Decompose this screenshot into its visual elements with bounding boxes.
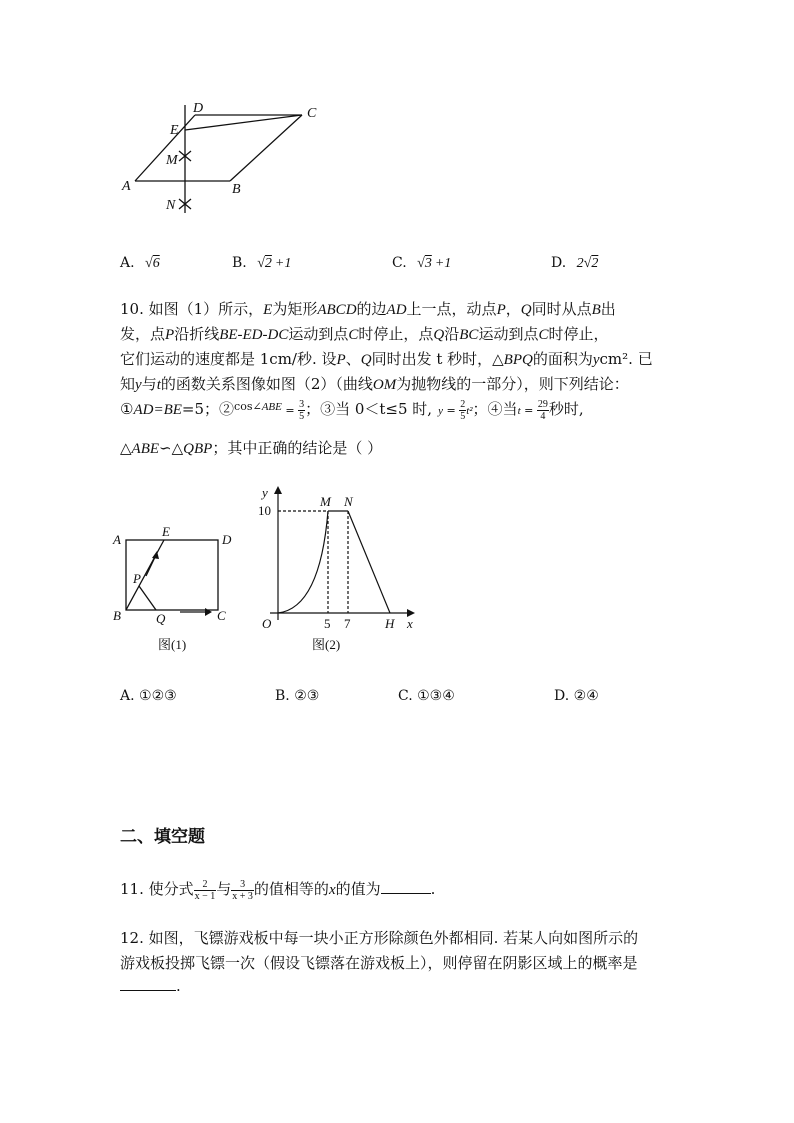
- fraction-29-4: $\frac{29}{4}$: [537, 398, 548, 422]
- option-letter: A.: [120, 255, 135, 271]
- option-suffix: +1: [434, 256, 452, 271]
- coefficient: 2: [576, 256, 584, 271]
- label-n: N: [166, 198, 176, 213]
- parallelogram-figure: [110, 95, 340, 220]
- fig2-tick-5: 5: [324, 616, 331, 631]
- label-e: E: [170, 123, 179, 138]
- label-m: M: [166, 153, 178, 168]
- option-letter: C.: [392, 255, 407, 271]
- q10-option-b[interactable]: B. ②③: [275, 688, 320, 704]
- label-b: B: [232, 182, 241, 197]
- q12-line-1: 12. 如图，飞镖游戏板中每一块小正方形除颜色外都相同. 若某人向如图所示的: [120, 929, 639, 947]
- edge-bc: [230, 115, 302, 181]
- fraction-3-5: $\frac{3}{5}$: [299, 398, 305, 422]
- option-letter: D.: [551, 255, 567, 271]
- q12-line-2: 游戏板投掷飞镖一次（假设飞镖落在游戏板上），则停留在阴影区域上的概率是: [120, 954, 638, 972]
- figure-1-rectangle: [110, 522, 240, 657]
- q9-options: [120, 255, 680, 279]
- edge-ad: [135, 115, 195, 181]
- q10-option-c[interactable]: C. ①③④: [398, 688, 455, 704]
- radicand: 2: [591, 256, 599, 271]
- fig2-label-h: H: [385, 616, 395, 631]
- answer-blank[interactable]: [120, 976, 176, 991]
- label-c: C: [307, 106, 317, 121]
- fig1-label-a: A: [113, 532, 121, 547]
- fig2-tick-7: 7: [344, 616, 351, 631]
- fig1-label-d: D: [222, 532, 232, 547]
- q10-line-6: △ABE∽△QBP；其中正确的结论是（ ）: [120, 439, 383, 457]
- q10-line-1: 10. 如图（1）所示，E为矩形ABCD的边AD上一点，动点P，Q同时从点B出: [120, 300, 616, 318]
- q10-line-4: 知y与t的函数关系图像如图（2）（曲线OM为抛物线的一部分），则下列结论：: [120, 375, 629, 393]
- fig2-label-m: M: [320, 494, 331, 509]
- fig2-tick-10: 10: [258, 503, 271, 518]
- fig1-label-q: Q: [156, 611, 166, 626]
- radicand: 3: [424, 256, 432, 271]
- q10-line-3: 它们运动的速度都是 1cm/秒. 设P、Q同时出发 t 秒时，△BPQ的面积为ycm². 已: [120, 350, 653, 368]
- segment-nh: [348, 511, 390, 613]
- arrow-q-head: [205, 608, 212, 616]
- q12-line-3: .: [120, 976, 181, 995]
- label-d: D: [193, 101, 204, 116]
- fraction-2-x-1: $\frac{2}{x - 1}$: [194, 878, 216, 902]
- fig2-label-n: N: [344, 494, 353, 509]
- q10-line-2: 发，点P沿折线BE-ED-DC运动到点C时停止，点Q沿BC运动到点C时停止，: [120, 325, 609, 343]
- fig2-label-y: y: [262, 485, 268, 500]
- radicand: 6: [152, 256, 160, 271]
- q10-option-d[interactable]: D. ②④: [554, 688, 599, 704]
- q9-option-a[interactable]: A. √6: [120, 255, 160, 271]
- answer-blank[interactable]: [381, 879, 431, 894]
- fig1-label-c: C: [217, 608, 226, 623]
- fig2-label-o: O: [262, 616, 272, 631]
- option-suffix: +1: [274, 256, 292, 271]
- curve-om: [278, 511, 328, 613]
- q9-option-c[interactable]: C. √3 +1: [392, 255, 452, 271]
- segment-ec: [185, 115, 302, 130]
- fig2-label-x: x: [407, 616, 413, 631]
- segment-be: [126, 540, 164, 610]
- q9-option-d[interactable]: D. 2√2: [551, 255, 599, 271]
- fig1-label-b: B: [113, 608, 121, 623]
- q10-line-5: ①AD=BE=5；②$^{cos\angle ABE}$ = $\frac{3}{5}$ ；③当 0＜t≤5 时, y = $\frac{2}{5}$ t²；④当t = $\frac{29}{4}$ 秒时,: [120, 398, 584, 422]
- fig1-caption: 图(1): [158, 637, 187, 652]
- fig1-label-e: E: [162, 524, 170, 539]
- segment-pq: [139, 586, 156, 610]
- fraction-3-x+3: $\frac{3}{x + 3}$: [232, 878, 253, 902]
- fig1-label-p: P: [133, 571, 141, 586]
- fraction-2-5: $\frac{2}{5}$: [460, 398, 466, 422]
- radicand: 2: [264, 256, 272, 271]
- option-letter: B.: [232, 255, 247, 271]
- q9-option-b[interactable]: B. √2 +1: [232, 255, 292, 271]
- q11-line: 11. 使分式 $\frac{2}{x - 1}$ 与 $\frac{3}{x + 3}$ 的值相等的x的值为 .: [120, 878, 436, 902]
- fig2-caption: 图(2): [312, 637, 341, 652]
- figure-2-graph: [250, 480, 430, 660]
- label-a: A: [122, 179, 131, 194]
- q10-options: [120, 688, 680, 710]
- section-title: 二、填空题: [120, 827, 205, 847]
- y-axis-arrow: [274, 486, 282, 494]
- q10-option-a[interactable]: A. ①②③: [120, 688, 177, 704]
